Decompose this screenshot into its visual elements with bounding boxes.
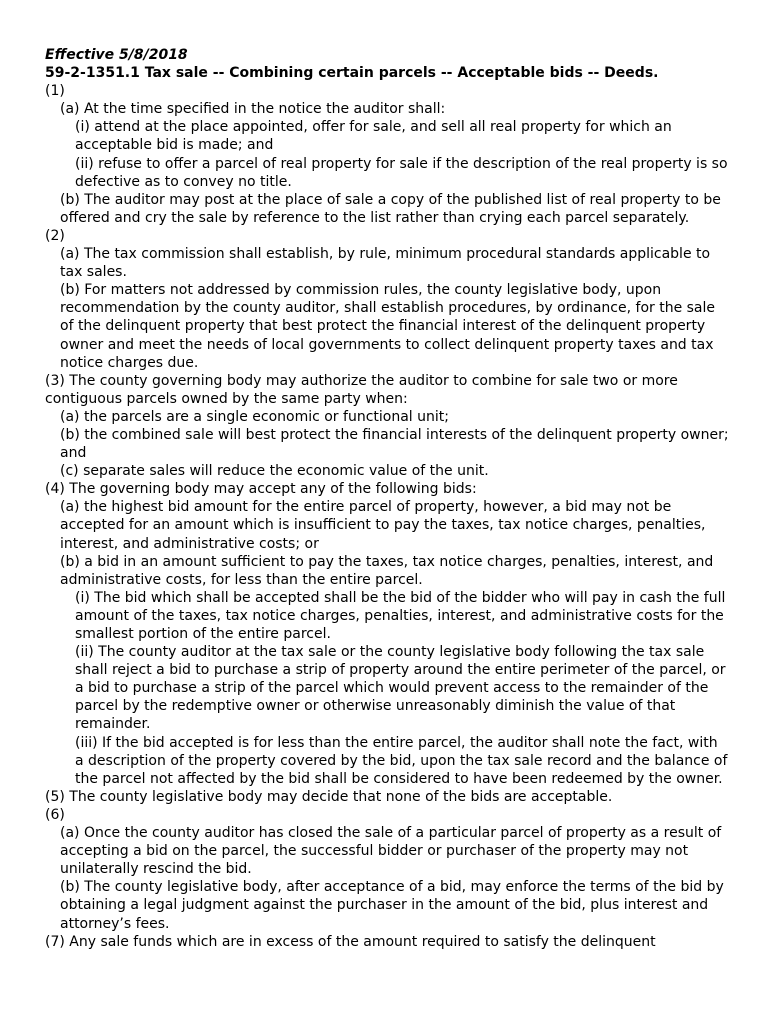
paragraph: (b) The auditor may post at the place of sale a copy of the published list of real property to be offered and cry the sale by reference to the list rather than crying each parcel separately. (60, 191, 721, 226)
paragraph: (b) the combined sale will best protect the financial interests of the delinquent property owner; and (60, 426, 729, 462)
paragraph: (i) The bid which shall be accepted shall be the bid of the bidder who will pay in cash the full amount of the taxes, tax notice charges, penalties, interest, and administrative costs for the smallest portion of the entire parcel. (75, 589, 726, 642)
paragraph: (a) the parcels are a single economic or functional unit; (60, 408, 449, 425)
paragraph: (1) (45, 83, 65, 100)
paragraph: (7) Any sale funds which are in excess of the amount required to satisfy the delinquent (45, 933, 656, 950)
paragraph: (c) separate sales will reduce the economic value of the unit. (60, 463, 489, 480)
paragraph: (a) At the time specified in the notice the auditor shall: (60, 101, 446, 118)
paragraph: (4) The governing body may accept any of the following bids: (45, 481, 477, 498)
paragraph: (6) (45, 806, 65, 823)
paragraph: (b) The county legislative body, after acceptance of a bid, may enforce the terms of the bid by obtaining a legal judgment against the purchaser in the amount of the bid, plus interest and attorney’s fees. (60, 879, 724, 932)
paragraph: (ii) refuse to offer a parcel of real property for sale if the description of the real property is so defective as to convey no title. (75, 155, 728, 190)
paragraph: (iii) If the bid accepted is for less than the entire parcel, the auditor shall note the fact, with a description of the property covered by the bid, upon the tax sale record and the balance of the parcel not affected by the bid shall be considered to have been redeemed by the owner. (75, 734, 728, 787)
paragraph: (a) the highest bid amount for the entire parcel of property, however, a bid may not be accepted for an amount which is insufficient to pay the taxes, tax notice charges, penalties, interest, and administrative costs; or (60, 499, 706, 552)
paragraph: (i) attend at the place appointed, offer for sale, and sell all real property for which an acceptable bid is made; and (75, 119, 672, 154)
paragraph: (2) (45, 227, 65, 244)
paragraph: (b) For matters not addressed by commission rules, the county legislative body, upon recommendation by the county auditor, shall establish procedures, by ordinance, for the sale of the delinquent property that best protect the financial interest of the delinquent property owner and meet the needs of local governments to collect delinquent property taxes and tax notice charges due. (60, 282, 716, 371)
paragraph: (a) The tax commission shall establish, by rule, minimum procedural standards applicable to tax sales. (60, 246, 711, 281)
paragraph: (a) Once the county auditor has closed the sale of a particular parcel of property as a result of accepting a bid on the parcel, the successful bidder or purchaser of the property may not unilaterally rescind the bid. (60, 825, 722, 878)
paragraph: (5) The county legislative body may decide that none of the bids are acceptable. (45, 788, 613, 805)
paragraph: (b) a bid in an amount sufficient to pay the taxes, tax notice charges, penalties, interest, and administrative costs, for less than the entire parcel. (60, 553, 714, 588)
paragraph: (ii) The county auditor at the tax sale or the county legislative body following the tax sale shall reject a bid to purchase a strip of property around the entire perimeter of the parcel, or a bid to purchase a strip of the parcel which would prevent access to the remainder of the parcel by the redemptive owner or otherwise unreasonably diminish the value of that remainder. (75, 644, 726, 733)
paragraph: (3) The county governing body may authorize the auditor to combine for sale two or more contiguous parcels owned by the same party when: (45, 372, 678, 407)
section-heading: 59-2-1351.1 Tax sale -- Combining certain parcels -- Acceptable bids -- Deeds. (45, 65, 659, 82)
statute-body (45, 82, 730, 951)
effective-date: Effective 5/8/2018 (45, 47, 188, 63)
